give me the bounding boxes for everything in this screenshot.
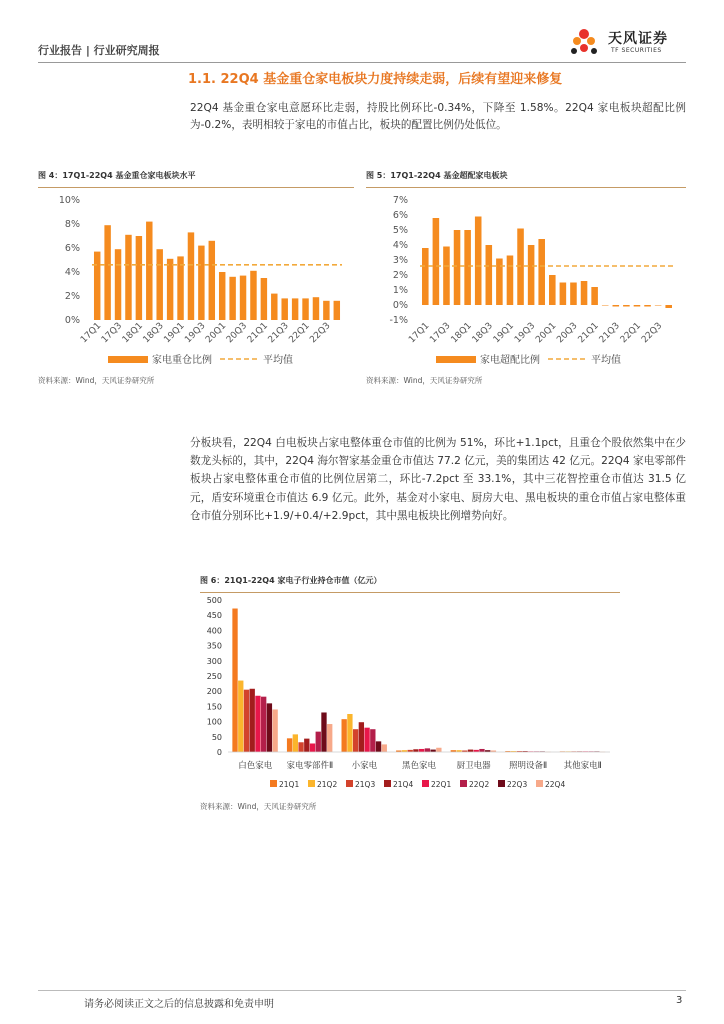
page-number: 3 <box>676 995 683 1006</box>
fig6-xtick-label: 黑色家电 <box>401 761 437 771</box>
fig6-bar <box>287 738 292 752</box>
fig6-ytick-label: 500 <box>206 596 222 605</box>
fig4-bar <box>271 294 277 320</box>
fig6-title: 图 6：21Q1-22Q4 家电子行业持仓市值（亿元） <box>200 576 382 585</box>
fig4-bar <box>198 246 204 320</box>
fig6-legend-label: 22Q3 <box>507 780 528 789</box>
fig5-bar <box>507 256 514 306</box>
fig5-xtick-label: 22Q1 <box>618 321 644 346</box>
fig5-bar <box>538 239 545 305</box>
fig4-bar <box>281 298 287 320</box>
fig4-bar <box>136 236 142 320</box>
fig5-xtick-label: 18Q3 <box>470 321 495 346</box>
footer-divider <box>38 990 686 991</box>
fig5-source: 资料来源：Wind，天风证券研究所 <box>366 376 483 385</box>
fig6-xtick-label: 家电零部件Ⅱ <box>286 761 334 771</box>
fig6-bar <box>436 748 441 752</box>
fig5-xtick-label: 17Q1 <box>407 321 432 346</box>
fig5-title: 图 5：17Q1-22Q4 基金超配家电板块 <box>366 171 508 180</box>
fig6-bar <box>353 729 358 752</box>
fig6-bar <box>244 690 249 752</box>
fig5-ytick-label: 4% <box>392 240 408 251</box>
fig6-legend-label: 21Q2 <box>317 780 338 789</box>
fig4-legend-label: 家电重仓比例 <box>152 355 212 366</box>
fig6-ytick-label: 100 <box>206 717 222 727</box>
fig6-bar <box>425 748 430 752</box>
fig4-bar <box>334 301 340 320</box>
report-category: 行业报告 | 行业研究周报 <box>38 44 160 57</box>
fig4-bar <box>167 259 173 320</box>
fig4-xtick-label: 22Q1 <box>287 321 312 346</box>
fig4-legend-swatch <box>108 356 148 363</box>
fig5-bar <box>549 275 556 305</box>
fig5-bar <box>634 305 641 307</box>
fig5-bar <box>665 305 672 308</box>
fig6-bar <box>347 714 352 752</box>
fig4-bar <box>146 222 152 320</box>
fig6-bar <box>261 697 266 752</box>
fig5-bar <box>560 283 567 306</box>
fig6-bar <box>304 739 309 752</box>
fig6-legend-swatch <box>270 780 277 787</box>
fig5-bar <box>433 218 440 305</box>
fig4-xtick-label: 18Q3 <box>141 321 166 346</box>
fig6-bar <box>413 749 418 752</box>
fig4-bar <box>177 256 183 320</box>
fig6-legend-swatch <box>308 780 315 787</box>
fig5-xtick-label: 20Q3 <box>555 321 580 346</box>
fig6-legend-label: 22Q4 <box>545 780 566 789</box>
fig5-ytick-label: 1% <box>392 285 408 296</box>
fig6-bar <box>232 609 237 752</box>
fig5-bar <box>422 248 429 305</box>
fig6-bar <box>238 681 243 752</box>
fig6-chart <box>200 594 620 798</box>
fig6-bar <box>293 734 298 752</box>
fig6-bar <box>382 744 387 752</box>
fig6-xtick-label: 厨卫电器 <box>456 761 491 771</box>
fig4-xtick-label: 19Q3 <box>183 321 208 346</box>
fig4-xtick-label: 19Q1 <box>162 321 187 346</box>
header-divider <box>38 62 686 63</box>
fig5-bar <box>486 245 493 305</box>
fig6-bar <box>267 703 272 752</box>
fig6-bar <box>359 722 364 752</box>
fig6-source: 资料来源：Wind，天风证券研究所 <box>200 802 317 811</box>
fig6-legend-label: 22Q1 <box>431 780 452 789</box>
fig5-bar <box>581 281 588 305</box>
fig4-bar <box>156 249 162 320</box>
fig6-bar <box>419 749 424 752</box>
fig6-bar <box>376 741 381 752</box>
fig6-xtick-label: 小家电 <box>351 761 378 771</box>
fig5-bar <box>591 287 598 305</box>
fig4-bar <box>188 232 194 320</box>
fig6-ytick-label: 350 <box>206 641 222 651</box>
fig6-legend-label: 21Q4 <box>393 780 414 789</box>
fig5-legend-label: 平均值 <box>591 355 621 366</box>
fig4-xtick-label: 20Q3 <box>224 321 250 346</box>
fig4-ytick-label: 0% <box>64 315 80 326</box>
fig4-title: 图 4：17Q1-22Q4 基金重仓家电板块水平 <box>38 171 196 180</box>
section-title: 1.1. 22Q4 基金重仓家电板块力度持续走弱，后续有望迎来修复 <box>188 72 563 87</box>
fig6-ytick-label: 400 <box>206 626 222 636</box>
fig4-xtick-label: 18Q1 <box>120 321 145 346</box>
fig4-ytick-label: 10% <box>58 195 80 206</box>
fig6-legend-swatch <box>346 780 353 787</box>
fig4-xtick-label: 17Q1 <box>79 321 104 346</box>
fig6-xtick-label: 其他家电Ⅱ <box>563 761 602 771</box>
logo-name-cn: 天风证券 <box>608 31 668 47</box>
fig4-bar <box>302 298 308 320</box>
fig4-bar <box>240 276 246 320</box>
fig5-xtick-label: 18Q1 <box>449 321 474 346</box>
fig6-bar <box>310 743 315 752</box>
fig5-xtick-label: 17Q3 <box>428 321 453 346</box>
fig6-divider <box>200 592 620 593</box>
fig4-bar <box>313 297 319 320</box>
fig5-bar <box>602 305 609 306</box>
fig6-legend-swatch <box>498 780 505 787</box>
fig4-xtick-label: 17Q3 <box>99 321 125 346</box>
fig4-xtick-label: 21Q3 <box>266 321 291 346</box>
fig6-ytick-label: 50 <box>211 732 222 742</box>
fig4-bar <box>323 301 329 320</box>
fig6-xtick-label: 白色家电 <box>238 761 273 771</box>
fig5-bar <box>655 305 662 306</box>
fig5-ytick-label: 6% <box>392 210 408 221</box>
fig6-bar <box>479 749 484 752</box>
fig6-legend-label: 21Q3 <box>355 780 376 789</box>
fig5-xtick-label: 21Q3 <box>597 321 622 346</box>
fig5-ytick-label: 7% <box>392 195 408 206</box>
fig6-ytick-label: 250 <box>206 672 222 681</box>
fig5-bar <box>443 247 450 306</box>
fig4-source: 资料来源：Wind，天风证券研究所 <box>38 376 155 385</box>
fig4-divider <box>38 187 354 188</box>
fig6-bar <box>321 712 326 752</box>
fig4-bar <box>292 298 298 320</box>
fig4-ytick-label: 4% <box>64 267 80 278</box>
fig4-bar <box>104 225 110 320</box>
fig5-bar <box>475 217 482 306</box>
fig5-legend-label: 家电超配比例 <box>480 355 540 366</box>
fig4-xtick-label: 20Q1 <box>204 321 229 346</box>
fig4-bar <box>209 241 215 320</box>
fig5-ytick-label: 5% <box>392 225 408 236</box>
fig4-bar <box>219 272 225 320</box>
fig4-ytick-label: 8% <box>64 219 80 230</box>
fig4-bar <box>94 252 100 320</box>
fig5-bar <box>613 305 620 307</box>
fig4-bar <box>250 271 256 320</box>
fig4-bar <box>261 278 267 320</box>
fig5-divider <box>366 187 686 188</box>
fig6-bar <box>342 719 347 752</box>
fig6-ytick-label: 150 <box>206 702 222 712</box>
fig5-xtick-label: 21Q1 <box>576 321 601 346</box>
fig6-ytick-label: 0 <box>216 748 222 757</box>
fig5-bar <box>644 305 651 307</box>
fig6-ytick-label: 450 <box>206 611 222 621</box>
fig6-bar <box>250 689 255 752</box>
fig6-bar <box>255 696 260 752</box>
fig6-legend-label: 22Q2 <box>469 780 490 789</box>
fig5-bar <box>464 230 471 305</box>
fig6-bar <box>272 709 277 752</box>
fig4-chart <box>38 192 354 372</box>
fig6-ytick-label: 200 <box>206 687 222 697</box>
fig6-legend-swatch <box>422 780 429 787</box>
logo-name-en: TF SECURITIES <box>611 47 662 54</box>
paragraph-2: 分板块看，22Q4 白电板块占家电整体重仓市值的比例为 51%，环比+1.1pct，且重仓个股依然集中在少数龙头标的，其中，22Q4 海尔智家基金重仓市值达 77.2 亿元，美的集团达 42 亿元。22Q4 家电零部件板块占家电整体重仓市值的比例位居第二，环比-7.2pct 至 33.1%，其中三花智控重仓市值达 31.5 亿元，盾安环境重仓市值达 6.9 亿元。此外，基金对小家电、厨房大电、黑电板块的重仓市值占家电整体重仓市值分别环比+1.9/+0.4/+2.9pct，其中黑电板块比例增势向好。 <box>190 437 686 522</box>
fig5-ytick-label: 0% <box>392 300 408 311</box>
fig4-ytick-label: 6% <box>64 243 80 254</box>
fig6-legend-swatch <box>460 780 467 787</box>
fig5-xtick-label: 19Q3 <box>513 321 538 346</box>
fig6-legend-swatch <box>536 780 543 787</box>
fig6-bar <box>327 724 332 752</box>
fig6-legend-label: 21Q1 <box>279 780 300 789</box>
fig4-bar <box>229 277 235 320</box>
fig6-legend-swatch <box>384 780 391 787</box>
fig5-legend-swatch <box>436 356 476 363</box>
fig4-xtick-label: 21Q1 <box>245 321 270 346</box>
fig5-bar <box>454 230 461 305</box>
fig5-xtick-label: 20Q1 <box>534 321 559 346</box>
fig6-bar <box>316 732 321 752</box>
footer-disclaimer: 请务必阅读正文之后的信息披露和免责申明 <box>84 999 274 1010</box>
fig4-xtick-label: 22Q3 <box>308 321 333 346</box>
paragraph-1: 22Q4 基金重仓家电意愿环比走弱，持股比例环比-0.34%，下降至 1.58%。22Q4 家电板块超配比例为-0.2%，表明相较于家电的市值占比，板块的配置比例仍处低位。 <box>190 102 686 131</box>
fig5-ytick-label: 3% <box>392 255 408 266</box>
fig5-ytick-label: -1% <box>389 315 408 326</box>
fig6-bar <box>364 728 369 752</box>
fig5-bar <box>528 245 535 305</box>
fig4-bar <box>125 235 131 320</box>
fig5-bar <box>570 283 577 306</box>
fig6-xtick-label: 照明设备Ⅱ <box>509 761 548 771</box>
fig4-legend-label: 平均值 <box>263 355 293 366</box>
fig4-ytick-label: 2% <box>64 291 80 302</box>
fig6-bar <box>298 742 303 752</box>
fig5-xtick-label: 19Q1 <box>491 321 517 346</box>
fig6-bar <box>370 729 375 752</box>
fig5-xtick-label: 22Q3 <box>640 321 665 346</box>
fig5-chart <box>366 192 686 372</box>
fig5-bar <box>623 305 630 307</box>
fig6-ytick-label: 300 <box>206 656 222 666</box>
fig5-ytick-label: 2% <box>392 270 408 281</box>
flower-icon <box>571 29 597 54</box>
fig4-bar <box>115 249 121 320</box>
